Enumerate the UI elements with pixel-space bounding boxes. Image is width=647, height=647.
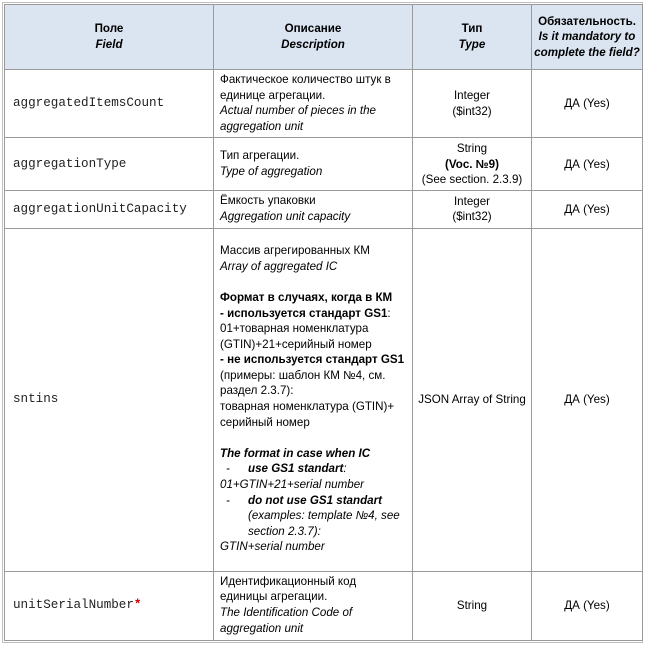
desc-en: Type of aggregation [220,164,323,178]
field-name [5,571,214,640]
field-description [214,191,413,228]
desc-ru: Идентификационный код единицы агрегации. [220,574,357,604]
type-line: ($int32) [452,104,492,118]
header-field [5,5,214,70]
format-nogs1-ru: не используется стандарт GS1 [227,353,405,367]
format-nogs1-en-text2: GTIN+serial number [220,540,325,554]
table-row [5,228,643,571]
field-name: aggregationType [5,138,214,191]
type-line: Integer [453,89,491,103]
format-gs1-ru-text: 01+товарная номенклатура (GTIN)+21+серийный номер [220,322,372,351]
desc-en: Array of aggregated IC [220,259,338,273]
format-gs1-en-text: 01+GTIN+21+serial number [220,478,365,492]
field-type [413,138,532,191]
field-name: aggregatedItemsCount [5,70,214,138]
field-type: JSON Array of String [413,228,532,571]
table-row [5,191,643,228]
format-bullet-en: - use GS1 standart: [226,462,347,476]
desc-en: Actual number of pieces in the aggregation unit [220,104,376,133]
fields-table [4,4,643,641]
type-line: ($int32) [452,210,492,224]
desc-ru: Ёмкость упаковки [220,194,316,208]
desc-ru: Фактическое количество штук в единице агрегации. [220,73,391,102]
field-name: sntins [5,228,214,571]
header-type [413,5,532,70]
format-bullet-ru: - используется стандарт GS1: [220,306,391,320]
field-mandatory: ДА (Yes) [532,571,643,640]
field-description [214,138,413,191]
format-gs1-en: use GS1 standart [248,462,344,476]
field-name: aggregationUnitCapacity [5,191,214,228]
required-asterisk: * [133,597,142,612]
header-mand-ru: Обязательность. [538,14,636,28]
header-desc-ru: Описание [284,22,342,36]
desc-ru: Тип агрегации. [220,149,300,163]
header-type-ru: Тип [461,22,483,36]
type-line: Integer [453,194,491,208]
field-name-text: unitSerialNumber [13,597,134,612]
format-nogs1-en: do not use GS1 standart [248,493,382,507]
table-row [5,138,643,191]
desc-en: The Identification Code of aggregation unit [220,606,353,635]
table-header-row [5,5,643,70]
field-mandatory: ДА (Yes) [532,228,643,571]
table-row [5,571,643,640]
field-mandatory: ДА (Yes) [532,138,643,191]
type-line: (See section. 2.3.9) [421,173,523,187]
header-mand-en: Is it mandatory to complete the field? [534,30,640,59]
format-title-ru: Формат в случаях, когда в КМ [220,290,393,304]
header-description [214,5,413,70]
field-type: String [413,571,532,640]
field-description [214,571,413,640]
header-desc-en: Description [281,38,345,51]
desc-ru: Массив агрегированных КМ [220,244,370,258]
format-nogs1-ru-text2: товарная номенклатура (GTIN)+ серийный номер [220,400,395,429]
format-bullet-ru: - не используется стандарт GS1 [220,353,405,367]
field-description [214,228,413,571]
format-gs1-ru: используется стандарт GS1 [227,306,388,320]
header-mandatory [532,5,643,70]
header-type-en: Type [458,38,486,51]
format-nogs1-ru-text: (примеры: шаблон КМ №4, см. раздел 2.3.7): [220,368,386,398]
format-title-en: The format in case when IC [220,446,371,460]
header-field-en: Field [95,38,123,51]
type-line: String [456,141,488,155]
field-mandatory: ДА (Yes) [532,70,643,138]
table-row [5,70,643,138]
field-type [413,70,532,138]
header-field-ru: Поле [94,22,124,36]
field-type [413,191,532,228]
format-nogs1-en-text: (examples: template №4, see section 2.3.7): [248,509,400,538]
format-bullet-en: - do not use GS1 standart (examples: template №4, see section 2.3.7): [220,493,406,540]
field-mandatory: ДА (Yes) [532,191,643,228]
field-description [214,70,413,138]
desc-en: Aggregation unit capacity [220,209,351,223]
type-vocabulary: (Voc. №9) [445,157,499,171]
